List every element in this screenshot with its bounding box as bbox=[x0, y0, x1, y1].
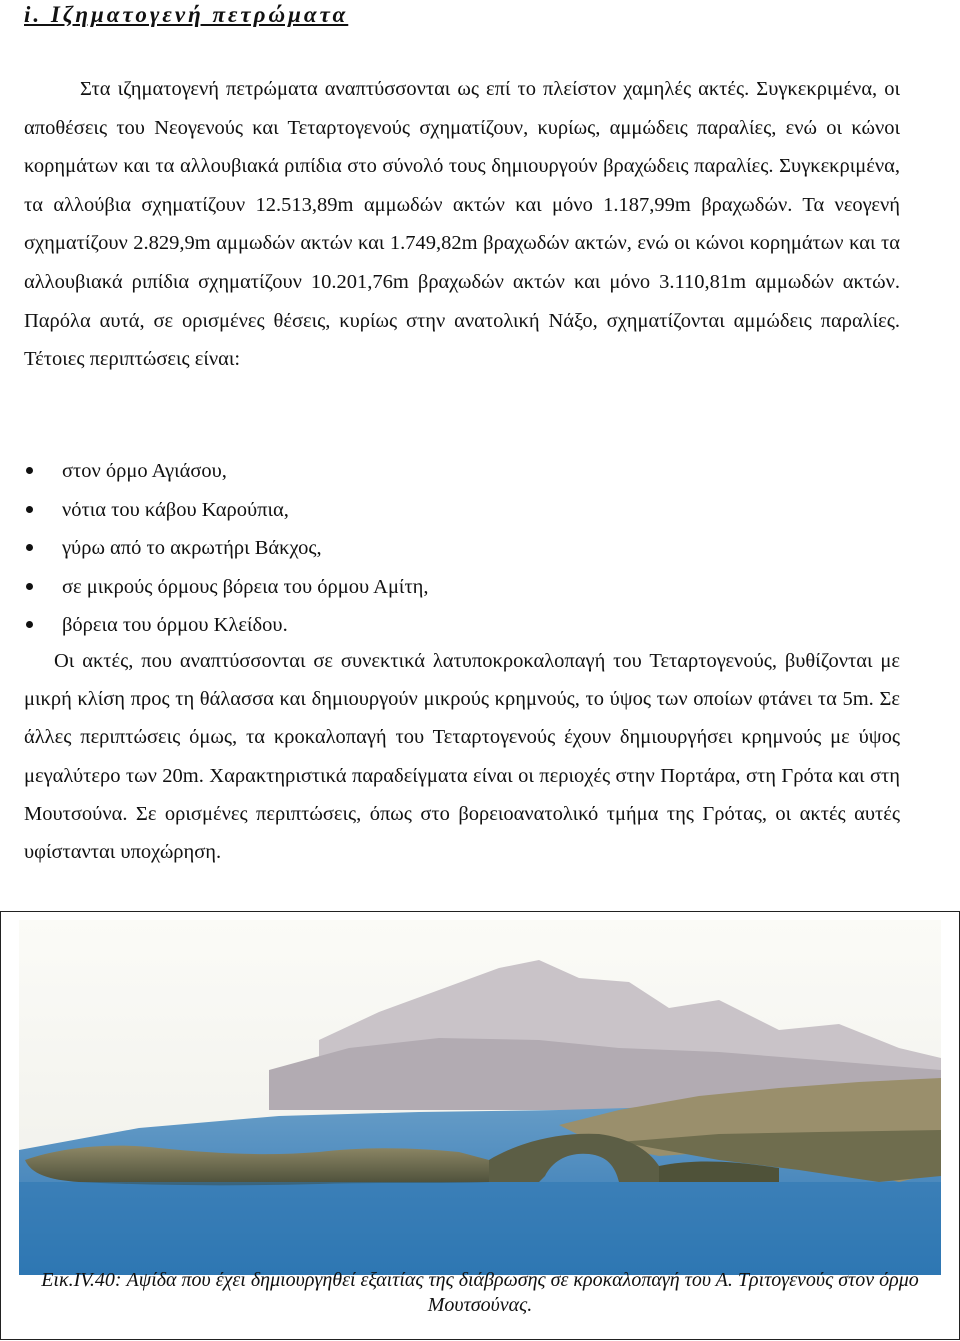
figure-box bbox=[0, 911, 960, 1340]
list-item: νότια του κάβου Καρούπια, bbox=[24, 491, 900, 530]
coastal-arch-photo bbox=[19, 920, 941, 1275]
bullet-icon bbox=[26, 583, 33, 590]
bullet-icon bbox=[26, 621, 33, 628]
figure-caption: Εικ.IV.40: Αψίδα που έχει δημιουργηθεί εξαιτίας της διάβρωσης σε κροκαλοπαγή του Α. Τριτογενούς στον όρμο Μουτσούνας. bbox=[41, 1269, 919, 1316]
list-item: στον όρμο Αγιάσου, bbox=[24, 452, 900, 491]
photo-illustration bbox=[19, 920, 941, 1275]
paragraph-intro: Στα ιζηματογενή πετρώματα αναπτύσσονται ως επί το πλείστον χαμηλές ακτές. Συγκεκριμένα, οι αποθέσεις του Νεογενούς και Τεταρτογενούς σχηματίζουν, κυρίως, αμμώδεις παραλίες, ενώ οι κώνοι κορημάτων και τα αλλουβιακά ριπίδια στο σύνολό τους δημιουργούν βραχώδεις παραλίες. Συγκεκριμένα, τα αλλούβια σχηματίζουν 12.513,89m αμμωδών ακτών και μόνο 1.187,99m βραχωδών. Τα νεογενή σχηματίζουν 2.829,9m αμμωδών ακτών και 1.749,82m βραχωδών ακτών, ενώ οι κώνοι κορημάτων και τα αλλουβιακά ριπίδια σχηματίζουν 10.201,76m βραχωδών ακτών και μόνο 3.110,81m αμμωδών ακτών. Παρόλα αυτά, σε ορισμένες θέσεις, κυρίως στην ανατολική Νάξο, σχηματίζονται αμμώδεις παραλίες. Τέτοιες περιπτώσεις είναι: bbox=[24, 78, 900, 371]
beach-location-list bbox=[24, 452, 900, 645]
list-item: γύρω από το ακρωτήρι Βάκχος, bbox=[24, 529, 900, 568]
bullet-icon bbox=[26, 506, 33, 513]
list-item: βόρεια του όρμου Κλείδου. bbox=[24, 606, 900, 645]
section-heading: i. Ιζηματογενή πετρώματα bbox=[24, 2, 349, 27]
bullet-icon bbox=[26, 544, 33, 551]
list-item: σε μικρούς όρμους βόρεια του όρμου Αμίτη, bbox=[24, 568, 900, 607]
sea-foreground bbox=[19, 1182, 941, 1275]
bullet-icon bbox=[26, 467, 33, 474]
paragraph-cliffs: Οι ακτές, που αναπτύσσονται σε συνεκτικά λατυποκροκαλοπαγή του Τεταρτογενούς, βυθίζονται με μικρή κλίση προς τη θάλασσα και δημιουργούν μικρούς κρημνούς, το ύψος των οποίων φτάνει τα 5m. Σε άλλες περιπτώσεις όμως, τα κροκαλοπαγή του Τεταρτογενούς έχουν δημιουργήσει κρημνούς με ύψος μεγαλύτερο των 20m. Χαρακτηριστικά παραδείγματα είναι οι περιοχές στην Πορτάρα, στη Γρότα και στη Μουτσούνα. Σε ορισμένες περιπτώσεις, όπως στο βορειοανατολικό τμήμα της Γρότας, οι ακτές αυτές υφίστανται υποχώρηση. bbox=[24, 650, 900, 864]
